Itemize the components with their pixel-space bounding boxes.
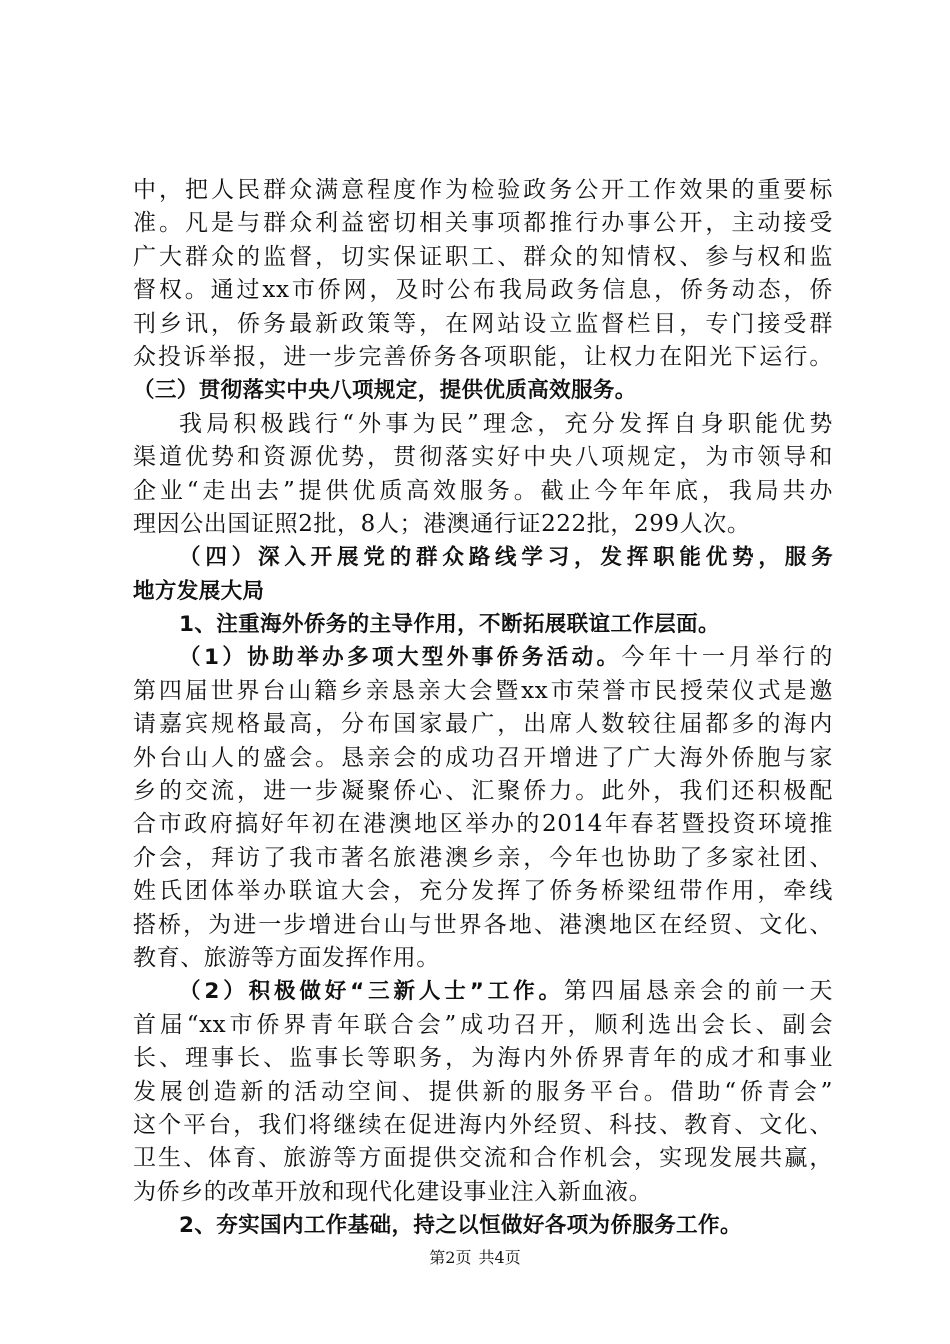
- paragraph-line: 请嘉宾规格最高，分布国家最广，出席人数较往届都多的海内: [133, 711, 833, 738]
- paragraph-line: 企业“走出去”提供优质高效服务。截止今年年底，我局共办: [133, 477, 833, 504]
- paragraph-line: 刊乡讯，侨务最新政策等，在网站设立监督栏目，专门接受群: [133, 310, 833, 337]
- paragraph-line: 中，把人民群众满意程度作为检验政务公开工作效果的重要标: [133, 177, 833, 203]
- section-heading-line: （三）贯彻落实中央八项规定，提供优质高效服务。: [133, 378, 637, 404]
- paragraph-line: 乡的交流，进一步凝聚侨心、汇聚侨力。此外，我们还积极配: [133, 778, 833, 805]
- paragraph-line: 首届“xx市侨界青年联合会”成功召开，顺利选出会长、副会: [133, 1011, 833, 1038]
- section-heading-line: 2、夯实国内工作基础，持之以恒做好各项为侨服务工作。: [179, 1213, 742, 1239]
- subsection-heading: （2）积极做好“三新人士”工作。: [179, 979, 564, 1005]
- subsection-heading: （1）协助举办多项大型外事侨务活动。: [179, 645, 622, 671]
- paragraph-text: 第四届恳亲会的前一天: [563, 978, 834, 1005]
- section-heading-line: 地方发展大局: [133, 578, 265, 604]
- paragraph-line: 众投诉举报，进一步完善侨务各项职能，让权力在阳光下运行。: [133, 343, 833, 370]
- paragraph-line: 准。凡是与群众利益密切相关事项都推行办事公开，主动接受: [133, 210, 833, 237]
- paragraph-line: 发展创造新的活动空间、提供新的服务平台。借助“侨青会”: [133, 1078, 833, 1105]
- section-heading-line: 1、注重海外侨务的主导作用，不断拓展联谊工作层面。: [179, 612, 720, 638]
- paragraph-line: 合市政府搞好年初在港澳地区举办的2014年春茗暨投资环境推: [133, 811, 833, 838]
- paragraph-line: 我局积极践行“外事为民”理念，充分发挥自身职能优势: [179, 410, 833, 437]
- paragraph-line: [133, 975, 833, 1008]
- paragraph-line: 这个平台，我们将继续在促进海内外经贸、科技、教育、文化、: [133, 1111, 833, 1138]
- paragraph-line: 为侨乡的改革开放和现代化建设事业注入新血液。: [133, 1178, 653, 1205]
- paragraph-line: 理因公出国证照2批，8人；港澳通行证222批，299人次。: [133, 510, 751, 537]
- paragraph-line: 第四届世界台山籍乡亲恳亲大会暨xx市荣誉市民授荣仪式是邀: [133, 677, 833, 704]
- paragraph-line: 卫生、体育、旅游等方面提供交流和合作机会，实现发展共赢，: [133, 1145, 833, 1172]
- paragraph-line: 广大群众的监督，切实保证职工、群众的知情权、参与权和监: [133, 243, 833, 270]
- paragraph-line: 介会，拜访了我市著名旅港澳乡亲，今年也协助了多家社团、: [133, 844, 833, 871]
- paragraph-line: 长、理事长、监事长等职务，为海内外侨界青年的成才和事业: [133, 1045, 833, 1072]
- paragraph-line: 督权。通过xx市侨网，及时公布我局政务信息，侨务动态，侨: [133, 277, 833, 304]
- paragraph-line: 搭桥，为进一步增进台山与世界各地、港澳地区在经贸、文化、: [133, 911, 833, 938]
- paragraph-line: [133, 641, 833, 674]
- page-footer: 第2页 共4页: [429, 1248, 521, 1267]
- paragraph-text: 今年十一月举行的: [621, 644, 833, 671]
- paragraph-line: 外台山人的盛会。恳亲会的成功召开增进了广大海外侨胞与家: [133, 744, 833, 771]
- paragraph-line: 渠道优势和资源优势，贯彻落实好中央八项规定，为市领导和: [133, 444, 833, 471]
- section-heading-line: （四）深入开展党的群众路线学习，发挥职能优势，服务: [179, 545, 833, 571]
- paragraph-line: 教育、旅游等方面发挥作用。: [133, 944, 440, 971]
- paragraph-line: 姓氏团体举办联谊大会，充分发挥了侨务桥梁纽带作用，牵线: [133, 878, 833, 905]
- document-body: [133, 174, 833, 1243]
